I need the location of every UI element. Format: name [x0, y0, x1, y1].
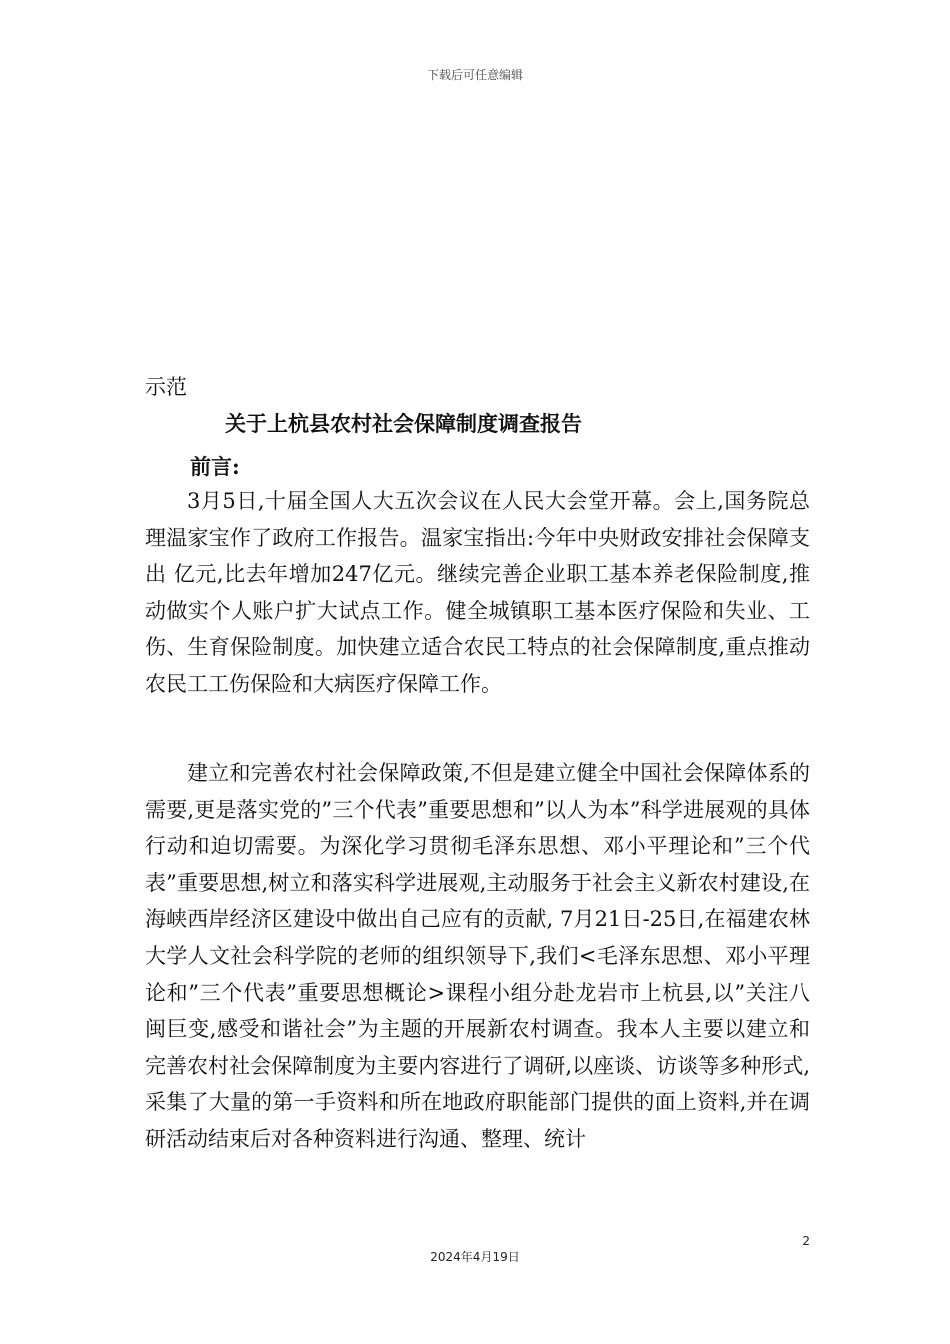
- body-paragraph: 3月5日,十届全国人大五次会议在人民大会堂开幕。会上,国务院总理温家宝作了政府工作报告。温家宝指出:今年中央财政安排社会保障支出 亿元,比去年增加247亿元。继续完善企业职工基本养老保险制度,推动做实个人账户扩大试点工作。健全城镇职工基本医疗保险和失业、工伤、生育保险制度。加快建立适合农民工特点的社会保障制度,重点推动农民工工伤保险和大病医疗保障工作。: [145, 489, 810, 696]
- document-label: 示范: [145, 375, 187, 399]
- document-title: 关于上杭县农村社会保障制度调查报告: [225, 411, 582, 436]
- body-paragraph: 建立和完善农村社会保障政策,不但是建立健全中国社会保障体系的需要,更是落实党的”三个代表”重要思想和”以人为本”科学进展观的具体行动和迫切需要。为深化学习贯彻毛泽东思想、邓小平理论和”三个代表”重要思想,树立和落实科学进展观,主动服务于社会主义新农村建设,在海峡西岸经济区建设中做出自己应有的贡献, 7月21日-25日,在福建农林大学人文社会科学院的老师的组织领导下,我们<毛泽东思想、邓小平理论和”三个代表”重要思想概论>课程小组分赴龙岩市上杭县,以”关注八闽巨变,感受和谐社会”为主题的开展新农村调查。我本人主要以建立和完善农村社会保障制度为主要内容进行了调研,以座谈、访谈等多种形式,采集了大量的第一手资料和所在地政府职能部门提供的面上资料,并在调研活动结束后对各种资料进行沟通、整理、统计: [145, 761, 810, 1151]
- page-header: 下载后可任意编辑: [426, 68, 523, 82]
- footer-date: 2024年4月19日: [430, 1250, 520, 1264]
- page-number: 2: [802, 1234, 810, 1248]
- preface-heading: 前言:: [190, 454, 240, 479]
